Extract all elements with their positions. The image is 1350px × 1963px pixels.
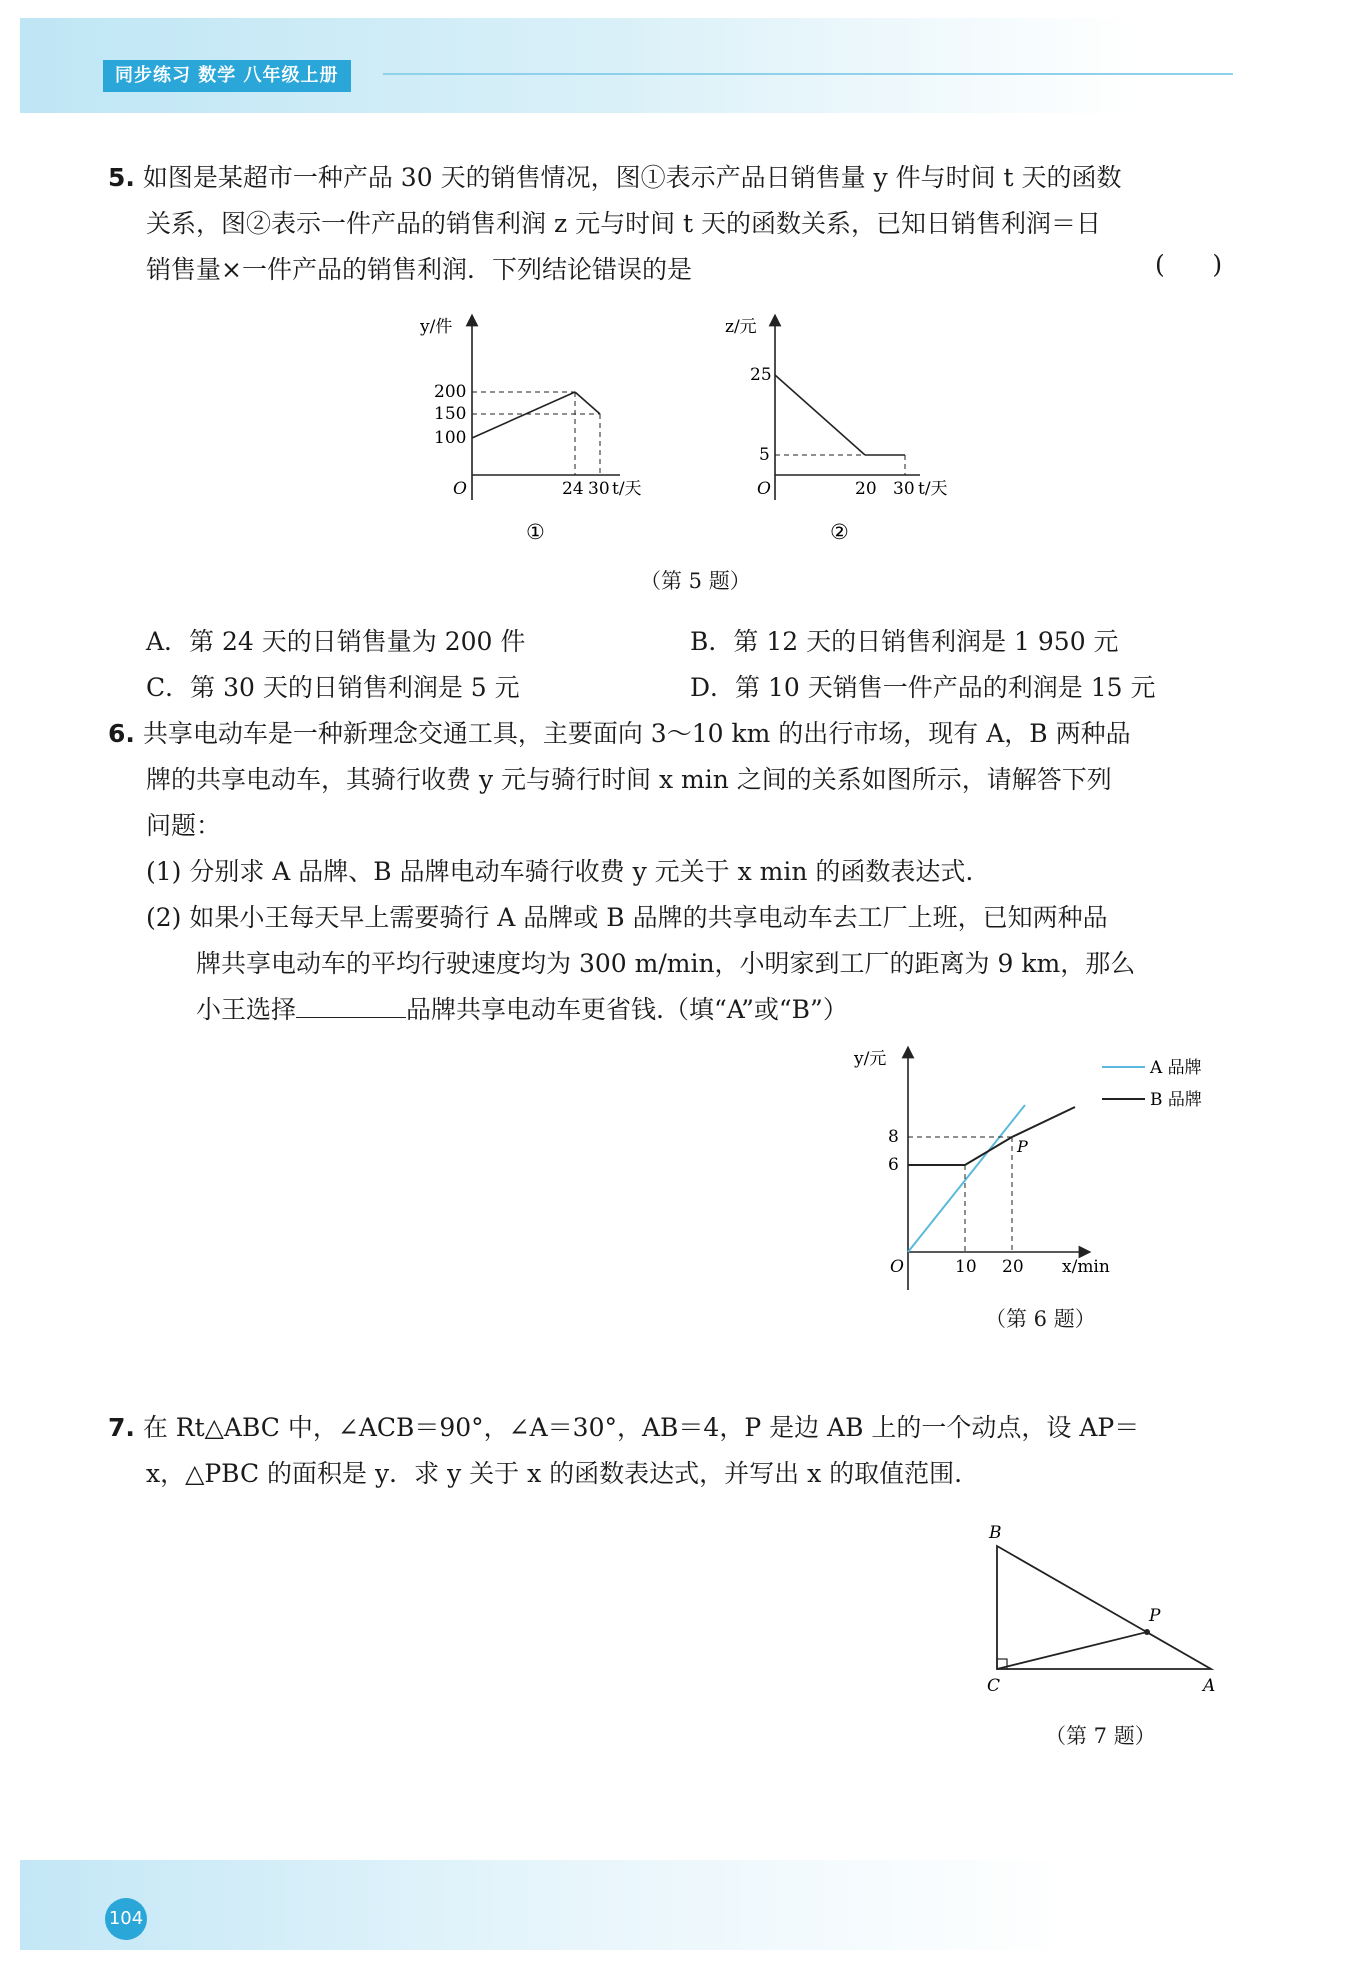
fig6-point-p: P (1017, 1137, 1028, 1156)
fig2-xlabel: t/天 (918, 479, 948, 499)
q7-label-a: A (1203, 1676, 1216, 1695)
fig1-xlabel: t/天 (612, 479, 642, 499)
q5-number: 5. (108, 163, 135, 192)
q5-caption: （第 5 题） (640, 569, 751, 593)
fig2-origin: O (757, 479, 771, 499)
q5-option-c: C．第 30 天的日销售利润是 5 元 (146, 673, 520, 702)
q7-label-c: C (987, 1676, 1001, 1695)
fig6-xlabel: x/min (1062, 1257, 1110, 1277)
q6-line-3: 问题： (146, 811, 222, 840)
q7-point-p-dot (1144, 1629, 1150, 1635)
fig6-legend-b: B 品牌 (1150, 1090, 1202, 1110)
q5-option-b: B．第 12 天的日销售利润是 1 950 元 (690, 627, 1119, 656)
q6-part-2c-post: 品牌共享电动车更省钱.（填“A”或“B”） (406, 995, 848, 1024)
q7-triangle (997, 1546, 1211, 1669)
fig1-line-rise (472, 392, 575, 438)
fig6-ylabel: y/元 (854, 1049, 887, 1069)
q7-number: 7. (108, 1413, 135, 1442)
q5-option-d: D．第 10 天销售一件产品的利润是 15 元 (690, 673, 1156, 702)
q5-figure-1 (420, 310, 680, 540)
fig2-tag: ② (830, 520, 849, 540)
q6-number: 6. (108, 719, 135, 748)
fig2-tick-30: 30 (893, 479, 915, 499)
q6-part-2a: (2) 如果小王每天早上需要骑行 A 品牌或 B 品牌的共享电动车去工厂上班，已知两种品 (146, 903, 1108, 932)
q6-line-1 (108, 714, 1131, 750)
fig6-tick-8: 8 (888, 1127, 899, 1147)
fig6-tick-6: 6 (888, 1155, 899, 1175)
fig1-tick-200: 200 (434, 382, 467, 402)
fig6-origin: O (890, 1257, 904, 1277)
fig2-line-fall (775, 375, 865, 455)
q5-answer-paren: ( ) (1155, 250, 1223, 279)
footer-band (20, 1860, 1330, 1950)
fig2-tick-5: 5 (759, 445, 770, 465)
q5-line-1 (108, 158, 1122, 194)
fig1-tag: ① (526, 520, 545, 540)
fig6-tick-10: 10 (955, 1257, 977, 1277)
q7-segment-cp (997, 1632, 1147, 1669)
header-label: 同步练习 数学 八年级上册 (103, 60, 351, 92)
q5-figure-2 (715, 310, 975, 540)
q5-line-3: 销售量×一件产品的销售利润．下列结论错误的是 (146, 255, 692, 284)
q6-line-2: 牌的共享电动车，其骑行收费 y 元与骑行时间 x min 之间的关系如图所示，请解答下列 (146, 765, 1112, 794)
fig1-tick-30: 30 (588, 479, 610, 499)
fig2-ylabel: z/元 (725, 317, 757, 337)
q7-caption: （第 7 题） (1045, 1724, 1156, 1748)
fig6-legend-a: A 品牌 (1150, 1058, 1202, 1078)
page-number: 104 (105, 1898, 147, 1940)
q6-part-1: (1) 分别求 A 品牌、B 品牌电动车骑行收费 y 元关于 x min 的函数表达式. (146, 857, 974, 886)
fig2-tick-25: 25 (750, 365, 772, 385)
q7-triangle-figure (975, 1515, 1225, 1695)
q6-part-2c (196, 990, 848, 1026)
fig1-tick-100: 100 (434, 428, 467, 448)
q6-text-1: 共享电动车是一种新理念交通工具，主要面向 3～10 km 的出行市场，现有 A，B 两种品 (142, 719, 1131, 748)
q7-line-1 (108, 1408, 1139, 1444)
q6-part-2c-pre: 小王选择 (196, 995, 297, 1024)
q5-text-1: 如图是某超市一种产品 30 天的销售情况，图①表示产品日销售量 y 件与时间 t 天的函数 (142, 163, 1122, 192)
fig1-line-fall (575, 392, 600, 414)
q6-figure (840, 1040, 1220, 1290)
fig1-tick-150: 150 (434, 404, 467, 424)
fig1-ylabel: y/件 (420, 317, 453, 337)
q5-option-a: A．第 24 天的日销售量为 200 件 (146, 627, 526, 656)
q7-line-2: x，△PBC 的面积是 y．求 y 关于 x 的函数表达式，并写出 x 的取值范围. (146, 1459, 963, 1488)
header-divider (383, 73, 1233, 75)
q6-part-2b: 牌共享电动车的平均行驶速度均为 300 m/min，小明家到工厂的距离为 9 km，那么 (196, 949, 1136, 978)
q6-caption: （第 6 题） (985, 1307, 1096, 1331)
fig1-origin: O (453, 479, 467, 499)
q6-answer-blank[interactable] (296, 995, 406, 1018)
fig6-tick-20: 20 (1002, 1257, 1024, 1277)
fig1-tick-24: 24 (562, 479, 584, 499)
fig2-tick-20: 20 (855, 479, 877, 499)
q7-label-p: P (1149, 1606, 1161, 1626)
fig6-line-b (908, 1107, 1075, 1165)
q7-text-1: 在 Rt△ABC 中，∠ACB＝90°，∠A＝30°，AB＝4，P 是边 AB 上的一个动点，设 AP＝ (142, 1413, 1140, 1442)
q5-line-2: 关系，图②表示一件产品的销售利润 z 元与时间 t 天的函数关系，已知日销售利润＝日 (146, 209, 1102, 238)
q7-label-b: B (989, 1523, 1002, 1543)
fig6-line-a (908, 1105, 1025, 1252)
